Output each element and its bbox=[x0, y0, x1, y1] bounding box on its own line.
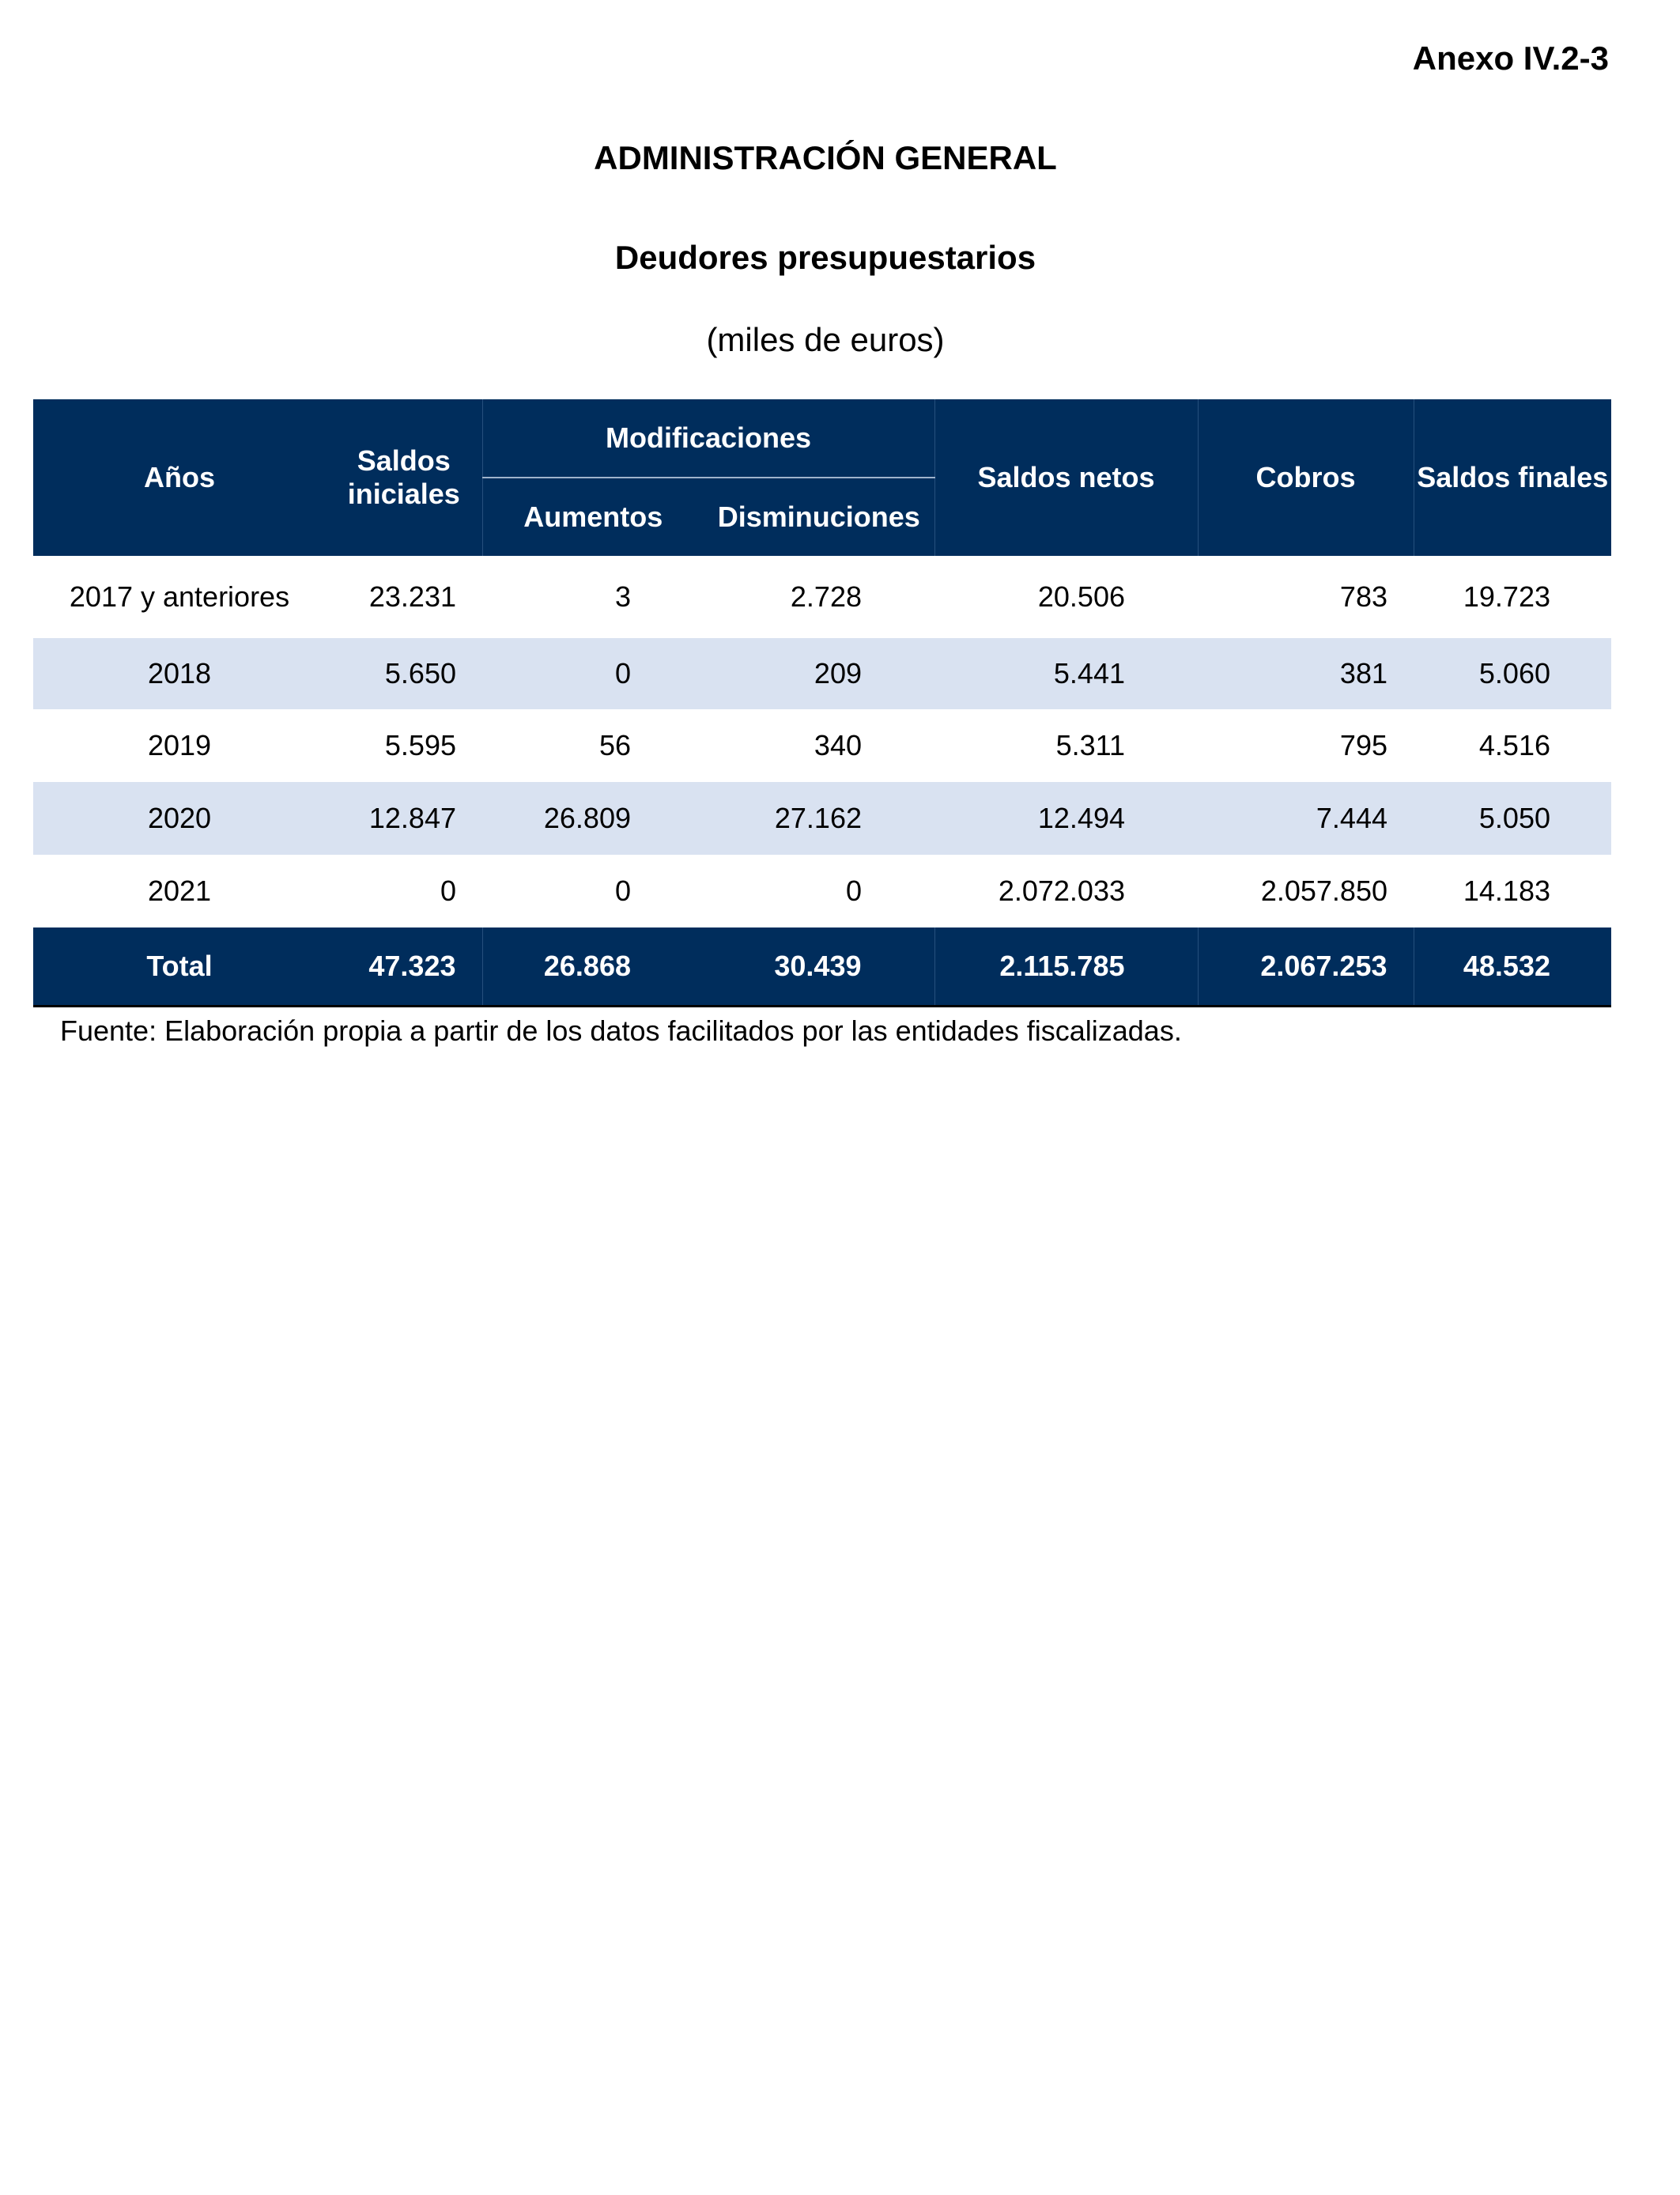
cell-collections: 381 bbox=[1198, 638, 1414, 709]
header-increases: Aumentos bbox=[482, 478, 704, 556]
cell-collections: 2.057.850 bbox=[1260, 875, 1387, 907]
total-decreases: 30.439 bbox=[704, 927, 934, 1007]
cell-decreases: 2.728 bbox=[790, 580, 862, 613]
cell-decreases: 209 bbox=[704, 638, 934, 709]
cell-collections: 783 bbox=[1339, 580, 1387, 613]
cell-collections: 7.444 bbox=[1198, 782, 1414, 855]
total-label: Total bbox=[33, 927, 326, 1007]
cell-net: 20.506 bbox=[1037, 580, 1125, 613]
cell-net: 2.072.033 bbox=[998, 875, 1125, 907]
cell-year: 2021 bbox=[147, 875, 212, 907]
total-row bbox=[33, 927, 1611, 1007]
cell-final: 4.516 bbox=[1478, 729, 1550, 761]
total-increases: 26.868 bbox=[482, 927, 704, 1007]
cell-increases: 56 bbox=[598, 729, 631, 761]
total-collections: 2.067.253 bbox=[1198, 927, 1414, 1007]
cell-initial: 23.231 bbox=[368, 580, 456, 613]
cell-year: 2018 bbox=[33, 638, 326, 709]
table-row bbox=[33, 782, 1611, 855]
page-title: ADMINISTRACIÓN GENERAL bbox=[594, 139, 1057, 176]
total-final: 48.532 bbox=[1414, 927, 1611, 1007]
cell-increases: 26.809 bbox=[482, 782, 704, 855]
total-net: 2.115.785 bbox=[934, 927, 1198, 1007]
cell-increases: 3 bbox=[614, 580, 631, 613]
cell-initial: 0 bbox=[440, 875, 456, 907]
cell-decreases: 0 bbox=[845, 875, 862, 907]
header-decreases: Disminuciones bbox=[704, 478, 934, 556]
cell-initial: 5.595 bbox=[384, 729, 456, 761]
cell-collections: 795 bbox=[1339, 729, 1387, 761]
cell-final: 19.723 bbox=[1463, 580, 1550, 613]
table-header bbox=[33, 399, 1611, 556]
header-years: Años bbox=[33, 399, 326, 556]
total-initial: 47.323 bbox=[326, 927, 482, 1007]
cell-net: 12.494 bbox=[934, 782, 1198, 855]
header-collections: Cobros bbox=[1198, 399, 1414, 556]
units-label: (miles de euros) bbox=[706, 321, 945, 358]
cell-net: 5.441 bbox=[934, 638, 1198, 709]
annex-label: Anexo IV.2-3 bbox=[1412, 40, 1609, 77]
cell-year: 2017 y anteriores bbox=[69, 580, 290, 613]
header-modifications: Modificaciones bbox=[482, 399, 934, 478]
cell-increases: 0 bbox=[614, 875, 631, 907]
cell-net: 5.311 bbox=[1055, 729, 1125, 761]
cell-decreases: 27.162 bbox=[704, 782, 934, 855]
header-net-balances: Saldos netos bbox=[934, 399, 1198, 556]
cell-final: 14.183 bbox=[1463, 875, 1550, 907]
cell-final: 5.050 bbox=[1414, 782, 1611, 855]
header-initial-balances: Saldos iniciales bbox=[326, 399, 482, 556]
cell-year: 2020 bbox=[33, 782, 326, 855]
header-final-balances: Saldos finales bbox=[1414, 399, 1611, 556]
debtors-table bbox=[33, 399, 1611, 1007]
cell-initial: 12.847 bbox=[326, 782, 482, 855]
cell-final: 5.060 bbox=[1414, 638, 1611, 709]
table-row bbox=[33, 638, 1611, 709]
cell-initial: 5.650 bbox=[326, 638, 482, 709]
cell-year: 2019 bbox=[147, 729, 212, 761]
cell-decreases: 340 bbox=[814, 729, 862, 761]
table-row bbox=[33, 556, 1611, 638]
table-subtitle: Deudores presupuestarios bbox=[614, 239, 1036, 276]
table-row bbox=[33, 709, 1611, 782]
table-row bbox=[33, 855, 1611, 927]
cell-increases: 0 bbox=[482, 638, 704, 709]
source-note: Fuente: Elaboración propia a partir de los datos facilitados por las entidades fiscalizadas. bbox=[60, 1014, 1182, 1047]
